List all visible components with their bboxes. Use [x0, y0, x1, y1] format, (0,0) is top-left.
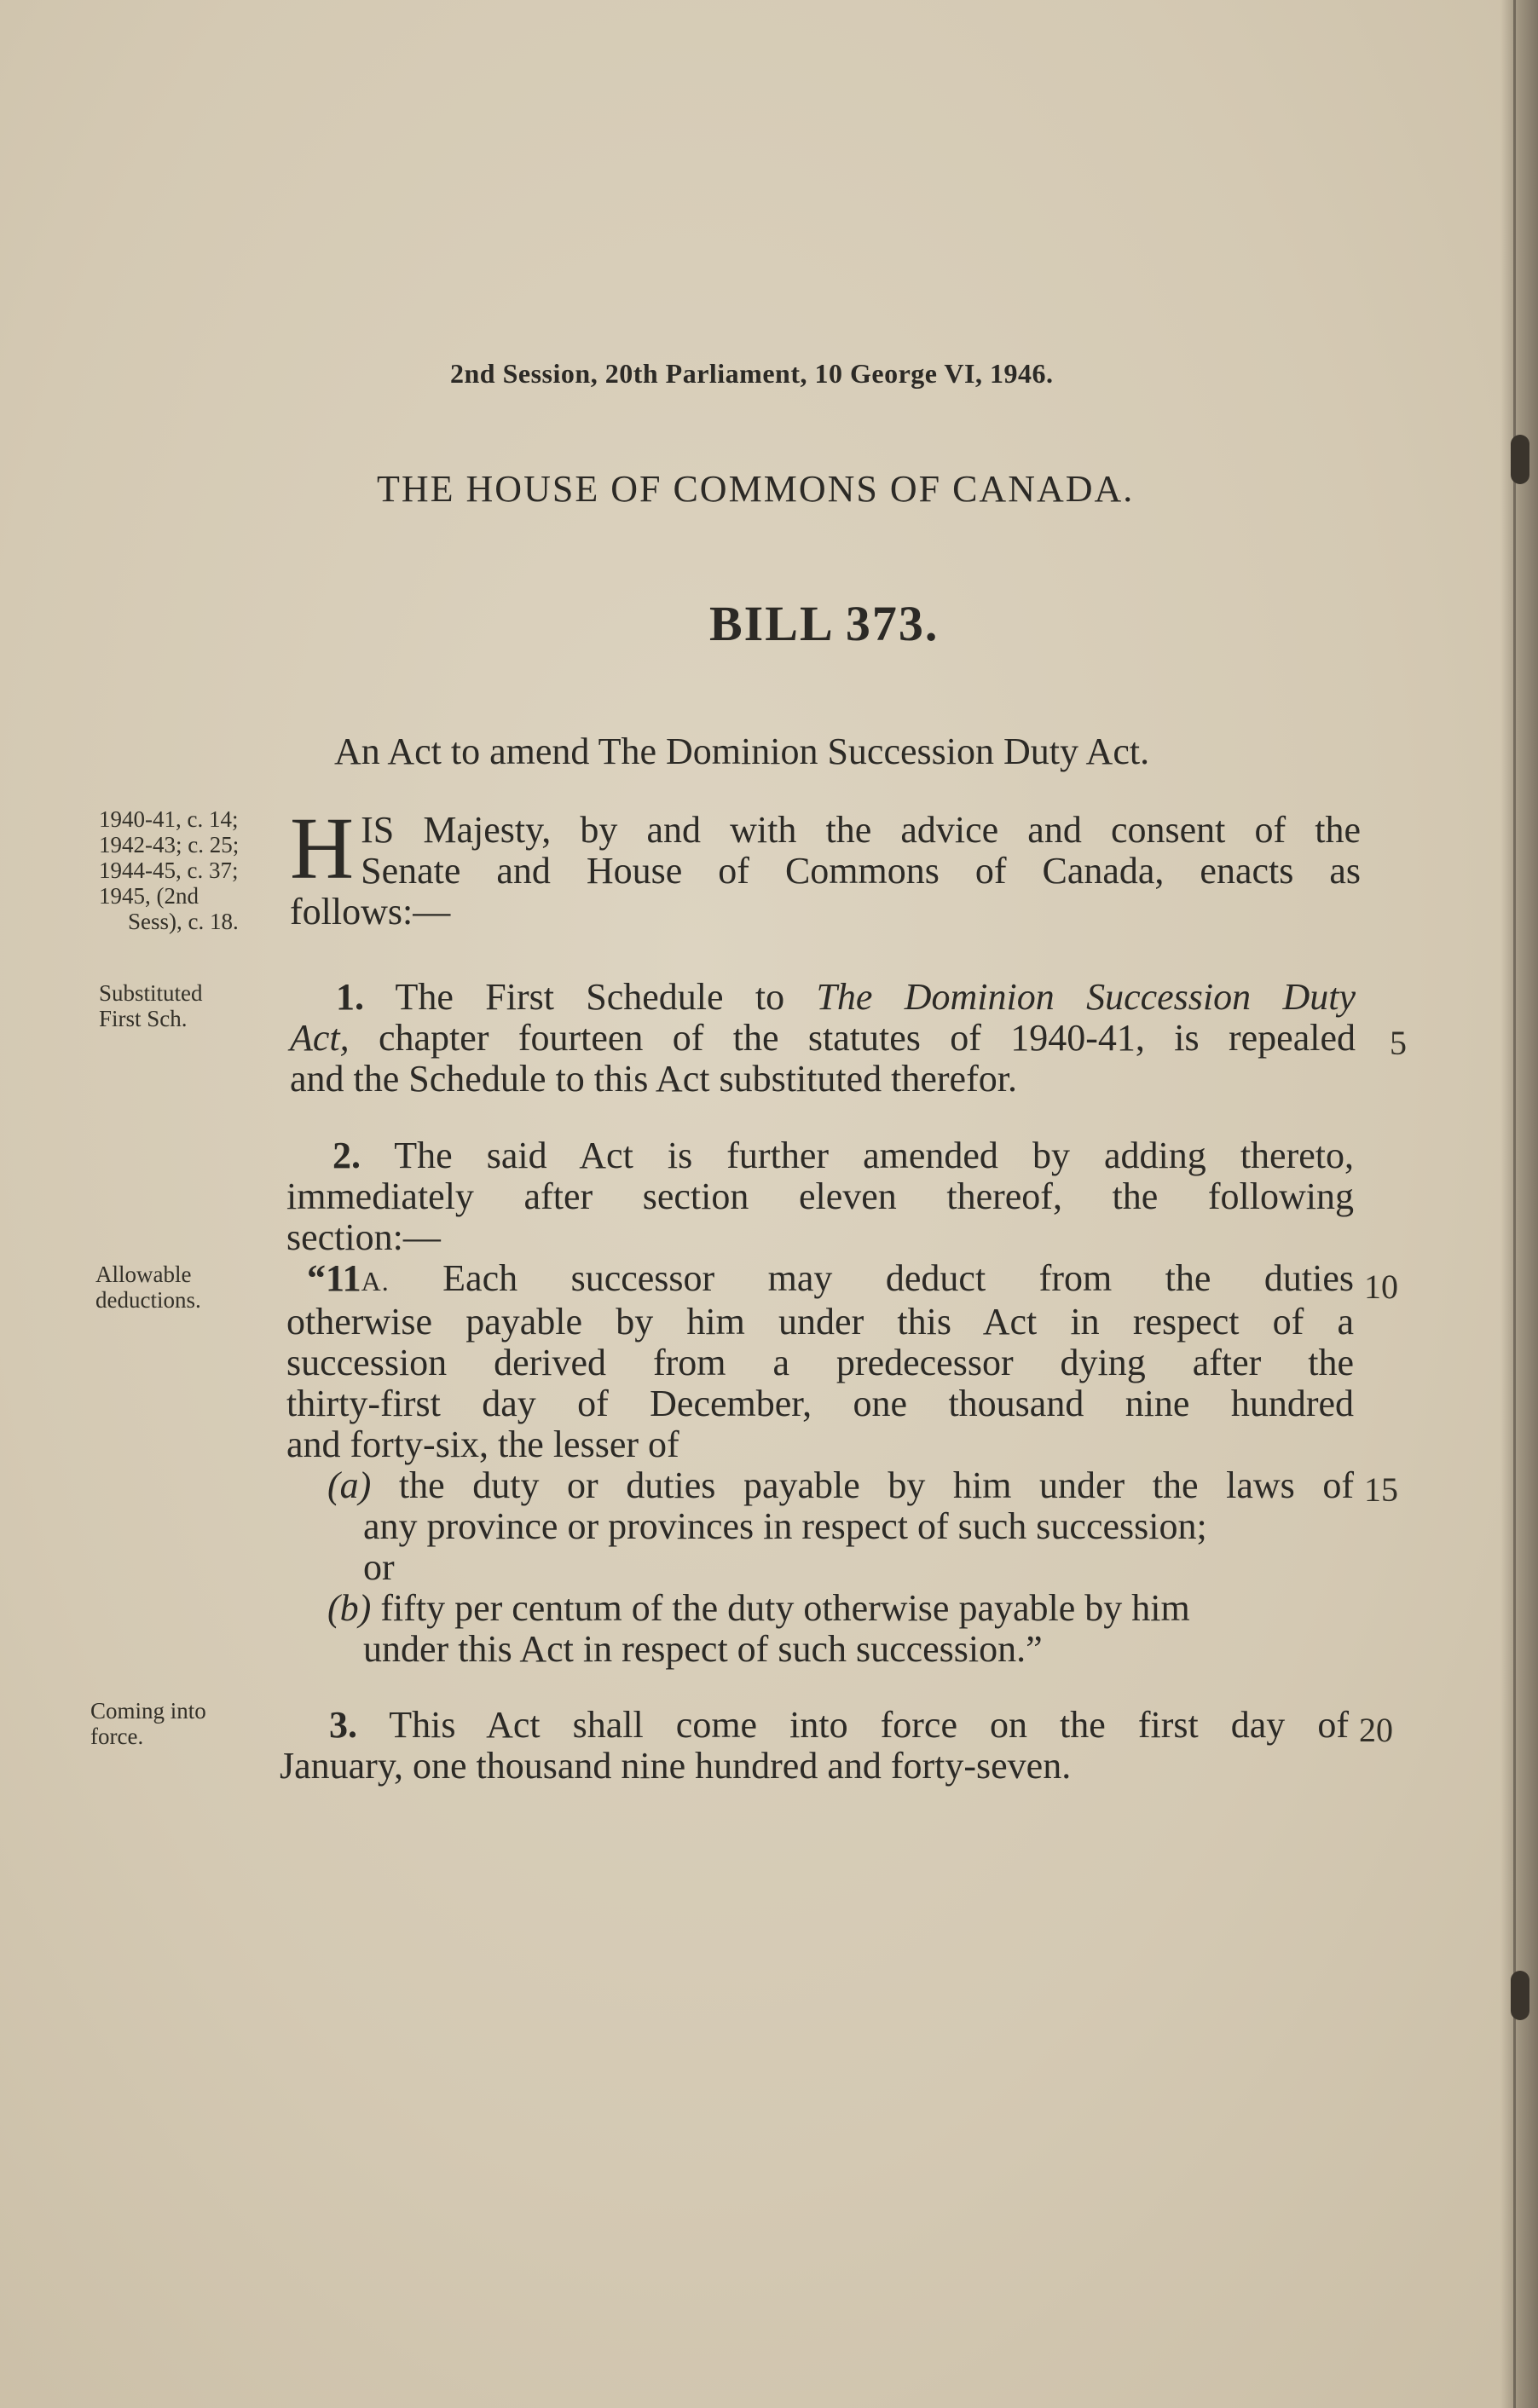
clause-a-line: any province or provinces in respect of such succession;	[363, 1505, 1207, 1547]
section-line: and forty-six, the lesser of	[286, 1423, 679, 1465]
section-line: and the Schedule to this Act substituted therefor.	[290, 1058, 1017, 1100]
margin-note-line: Coming into	[90, 1698, 206, 1724]
clause-text: fifty per centum of the duty otherwise payable by him	[380, 1587, 1190, 1629]
section-number: 1.	[336, 976, 364, 1018]
preamble-line: Senate and House of Commons of Canada, enacts as	[361, 850, 1361, 892]
section-line: January, one thousand nine hundred and forty-seven.	[280, 1745, 1072, 1787]
citation-line: 1944-45, c. 37;	[99, 858, 239, 883]
section-number: 2.	[332, 1135, 361, 1176]
section-line: otherwise payable by him under this Act in respect of a	[286, 1301, 1354, 1343]
margin-note-line: force.	[90, 1724, 144, 1749]
bill-number: BILL 373.	[709, 596, 940, 651]
clause-b-line: under this Act in respect of such succession.”	[363, 1628, 1043, 1670]
line-number: 5	[1390, 1024, 1407, 1062]
line-number: 20	[1359, 1711, 1393, 1749]
margin-note-line: Allowable	[95, 1262, 192, 1287]
section-text: The said Act is further amended by adding thereto,	[394, 1135, 1354, 1176]
clause-b-line	[286, 1588, 1354, 1629]
section-2	[286, 1135, 1354, 1670]
section-number: 3.	[329, 1704, 357, 1746]
margin-note-substituted	[99, 980, 203, 1031]
line-number: 15	[1364, 1470, 1398, 1509]
clause-text: the duty or duties payable by him under the laws of	[398, 1464, 1355, 1506]
section-3	[280, 1705, 1349, 1787]
section-1	[290, 977, 1356, 1100]
margin-note-allowable	[95, 1262, 201, 1313]
section-text: chapter fourteen of the statutes of 1940-41, is repealed	[349, 1017, 1356, 1059]
section-line	[286, 1258, 1354, 1302]
preamble	[290, 800, 1361, 933]
section-text: This Act shall come into force on the first day of	[389, 1704, 1349, 1746]
section-line: section:—	[286, 1216, 441, 1258]
clause-label: (b)	[327, 1587, 372, 1629]
act-name-italic: Act,	[290, 1017, 350, 1059]
house-heading: THE HOUSE OF COMMONS OF CANADA.	[377, 468, 1135, 510]
binding-hole-top	[1511, 435, 1529, 484]
preamble-line: follows:—	[290, 891, 451, 933]
subsection-letter: A.	[361, 1266, 390, 1296]
margin-note-line: deductions.	[95, 1287, 201, 1313]
margin-note-coming	[90, 1698, 206, 1749]
page-fold-line	[1513, 0, 1516, 2408]
line-number: 10	[1364, 1268, 1398, 1306]
page-spine-shadow	[1500, 0, 1538, 2408]
margin-note-line: First Sch.	[99, 1006, 188, 1031]
subsection-number: “11	[307, 1257, 361, 1299]
citation-line: 1940-41, c. 14;	[99, 806, 239, 832]
dropcap: H	[290, 800, 355, 898]
section-line: immediately after section eleven thereof, the following	[286, 1175, 1354, 1217]
act-title: An Act to amend The Dominion Succession Duty Act.	[334, 730, 1150, 772]
section-line	[290, 977, 1356, 1018]
section-line: succession derived from a predecessor dying after the	[286, 1342, 1354, 1383]
section-text: Each successor may deduct from the duties	[442, 1257, 1355, 1299]
binding-hole-bottom	[1511, 1971, 1529, 2020]
margin-note-line: Substituted	[99, 980, 203, 1006]
citation-line: 1942-43; c. 25;	[99, 832, 240, 858]
margin-note-citations	[99, 806, 278, 934]
citation-line: 1945, (2nd	[99, 883, 199, 909]
clause-label: (a)	[327, 1464, 372, 1506]
preamble-line: IS Majesty, by and with the advice and consent of the	[361, 809, 1361, 851]
citation-line: Sess), c. 18.	[128, 909, 239, 934]
section-line	[290, 1018, 1356, 1059]
section-text: The First Schedule to	[395, 976, 817, 1018]
session-heading: 2nd Session, 20th Parliament, 10 George VI, 1946.	[450, 358, 1054, 389]
act-name-italic: The Dominion Succession Duty	[816, 976, 1356, 1018]
section-line	[286, 1135, 1354, 1176]
section-line: thirty-first day of December, one thousand nine hundred	[286, 1383, 1354, 1424]
clause-a-line	[286, 1465, 1354, 1506]
section-line	[280, 1705, 1349, 1746]
clause-or: or	[363, 1546, 395, 1588]
